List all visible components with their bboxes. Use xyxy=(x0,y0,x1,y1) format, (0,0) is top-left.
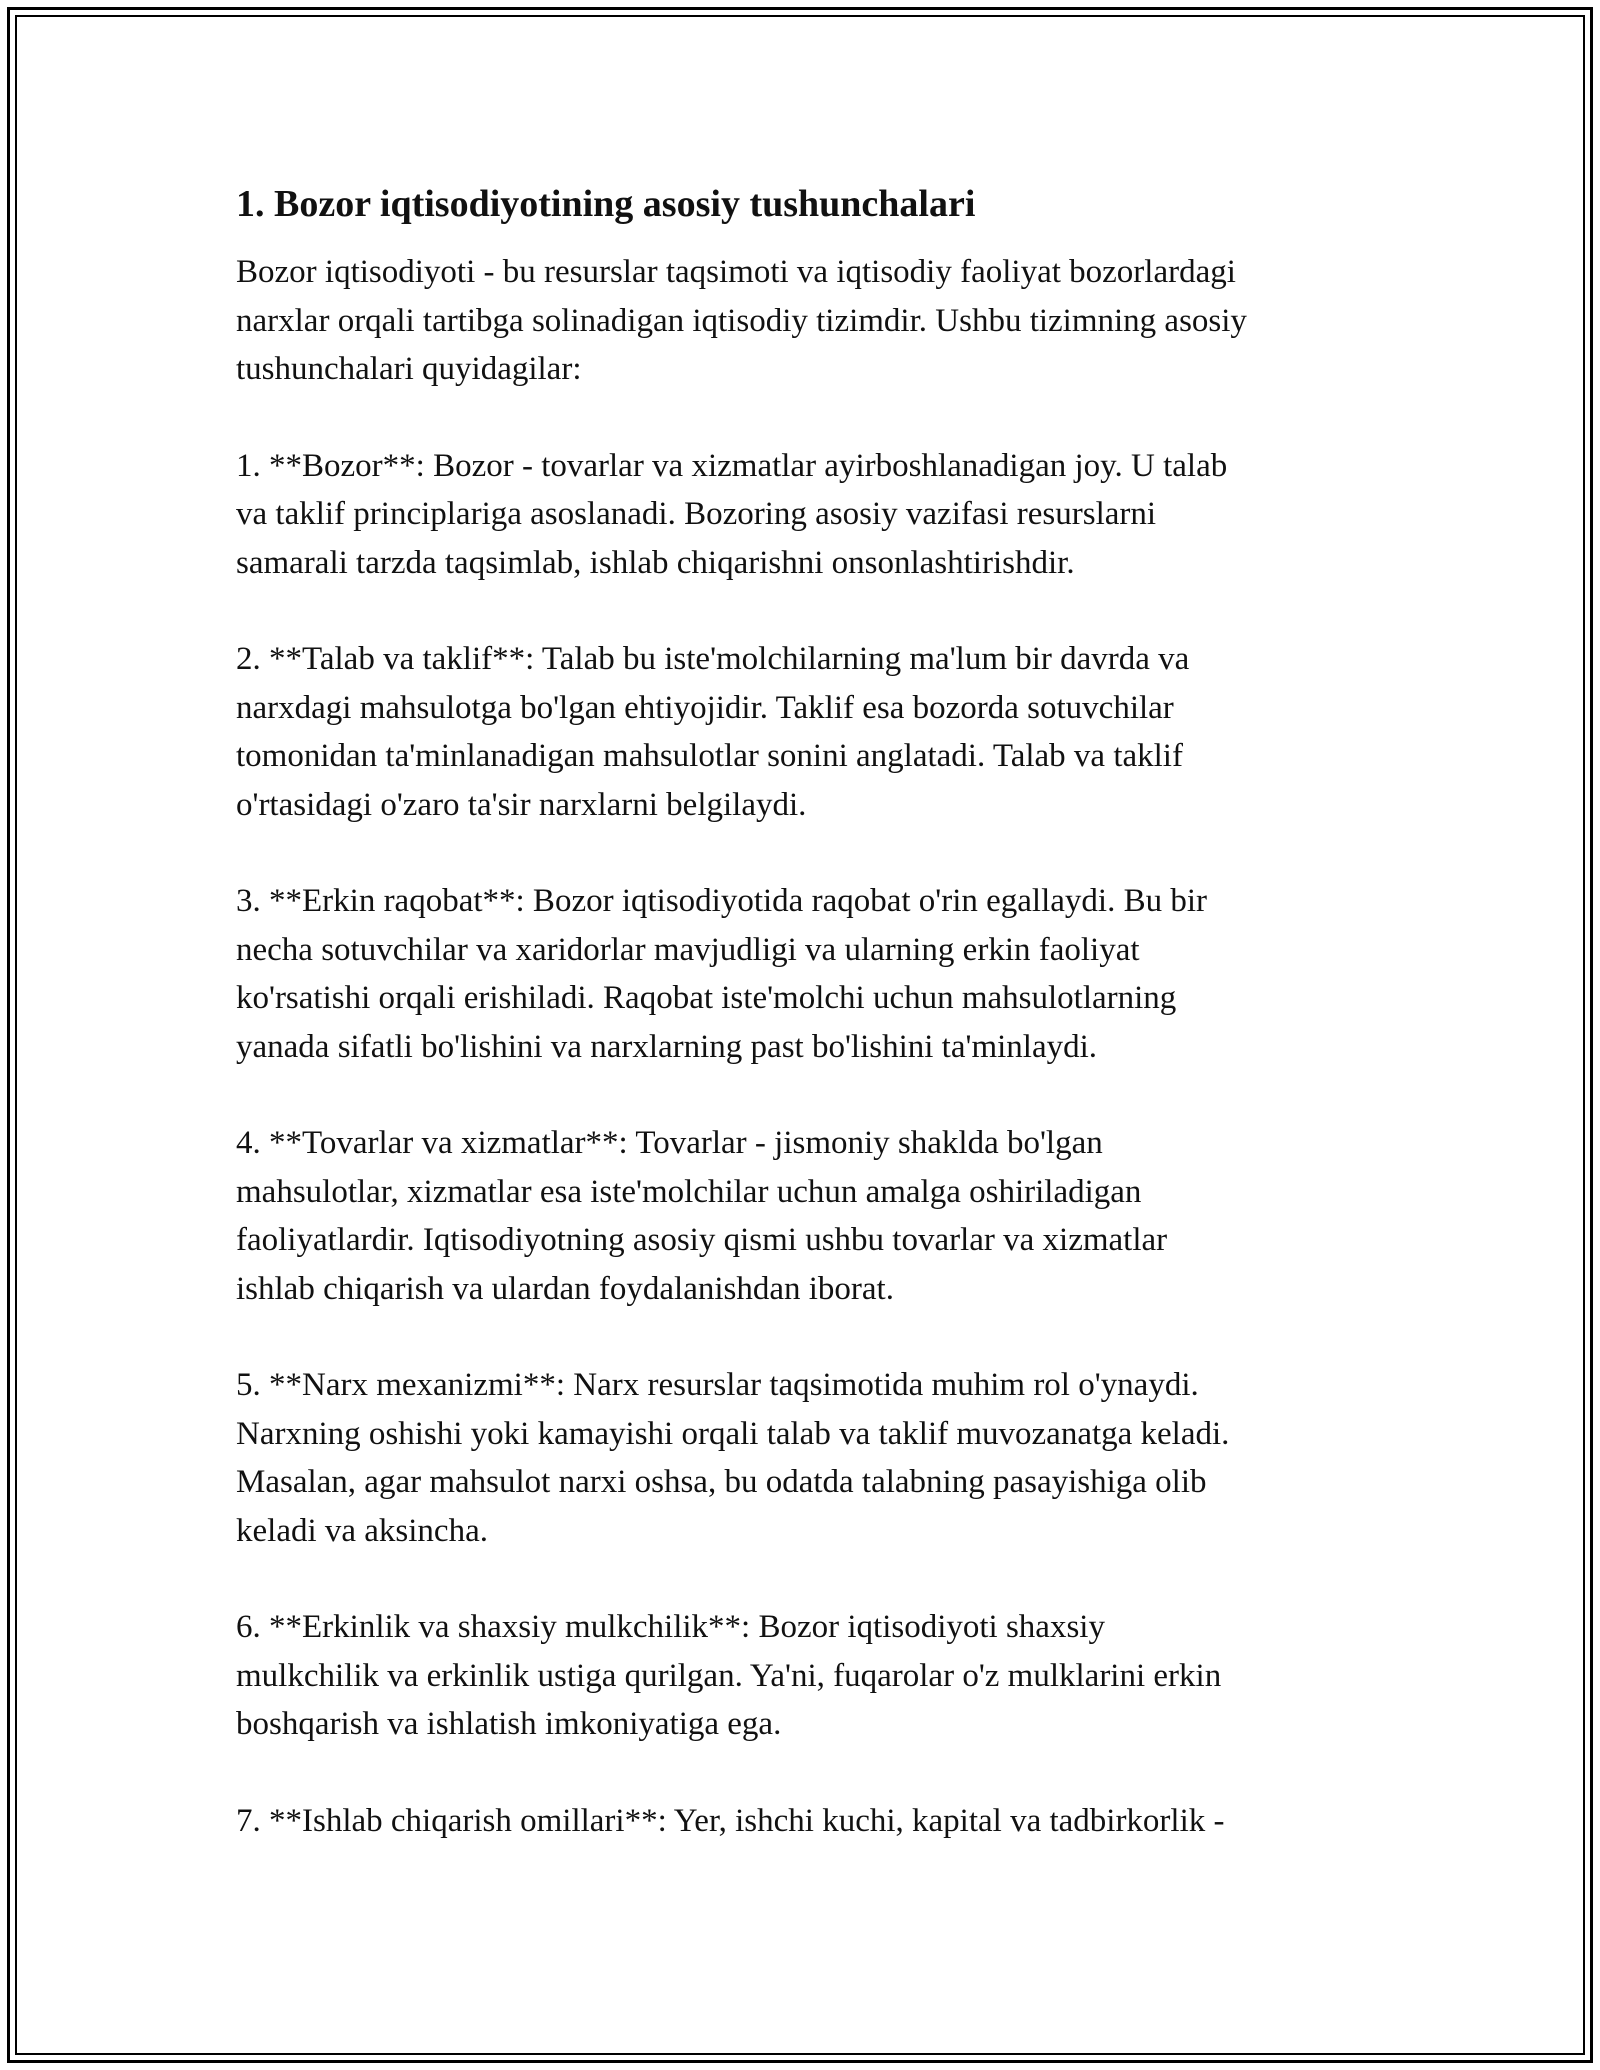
text-line: faoliyatlardir. Iqtisodiyotning asosiy qismi ushbu tovarlar va xizmatlar xyxy=(236,1222,1168,1258)
text-line: keladi va aksincha. xyxy=(236,1512,488,1549)
list-item-tovarlar-va-xizmatlar xyxy=(236,1119,1386,1313)
list-item-erkinlik-va-mulkchilik xyxy=(236,1603,1386,1749)
list-item-bozor xyxy=(236,442,1386,588)
text-line: 1. **Bozor**: Bozor - tovarlar va xizmatlar ayirboshlanadigan joy. U talab xyxy=(236,447,1228,484)
text-line: mahsulotlar, xizmatlar esa iste'molchilar uchun amalga oshiriladigan xyxy=(236,1173,1142,1210)
text-line: narxlar orqali tartibga solinadigan iqtisodiy tizimdir. Ushbu tizimning asosiy xyxy=(236,302,1247,339)
list-item-erkin-raqobat xyxy=(236,877,1386,1071)
text-line: narxdagi mahsulotga bo'lgan ehtiyojidir. Taklif esa bozorda sotuvchilar xyxy=(236,689,1174,726)
section-heading: 1. Bozor iqtisodiyotining asosiy tushunchalari xyxy=(236,183,976,225)
list-item-narx-mexanizmi xyxy=(236,1361,1386,1555)
text-line: ishlab chiqarish va ulardan foydalanishdan iborat. xyxy=(236,1270,894,1307)
text-line: 6. **Erkinlik va shaxsiy mulkchilik**: Bozor iqtisodiyoti shaxsiy xyxy=(236,1609,1105,1645)
text-line: Bozor iqtisodiyoti - bu resurslar taqsimoti va iqtisodiy faoliyat bozorlardagi xyxy=(236,254,1236,290)
text-line: 7. **Ishlab chiqarish omillari**: Yer, ishchi kuchi, kapital va tadbirkorlik - xyxy=(236,1802,1225,1839)
text-line: necha sotuvchilar va xaridorlar mavjudligi va ularning erkin faoliyat xyxy=(236,931,1140,968)
text-line: 4. **Tovarlar va xizmatlar**: Tovarlar - jismoniy shaklda bo'lgan xyxy=(236,1125,1103,1161)
list-item-ishlab-chiqarish-omillari xyxy=(236,1797,1386,1846)
text-line: 3. **Erkin raqobat**: Bozor iqtisodiyotida raqobat o'rin egallaydi. Bu bir xyxy=(236,883,1208,919)
text-line: boshqarish va ishlatish imkoniyatiga ega. xyxy=(236,1706,782,1742)
intro-paragraph xyxy=(236,248,1386,394)
text-line: samarali tarzda taqsimlab, ishlab chiqarishni onsonlashtirishdir. xyxy=(236,544,1075,581)
text-line: yanada sifatli bo'lishini va narxlarning past bo'lishini ta'minlaydi. xyxy=(236,1028,1098,1065)
text-line: 5. **Narx mexanizmi**: Narx resurslar taqsimotida muhim rol o'ynaydi. xyxy=(236,1367,1199,1403)
text-line: ko'rsatishi orqali erishiladi. Raqobat iste'molchi uchun mahsulotlarning xyxy=(236,980,1177,1016)
text-line: Narxning oshishi yoki kamayishi orqali talab va taklif muvozanatga keladi. xyxy=(236,1415,1230,1452)
text-line: tomonidan ta'minlanadigan mahsulotlar sonini anglatadi. Talab va taklif xyxy=(236,738,1183,774)
text-line: tushunchalari quyidagilar: xyxy=(236,351,582,387)
list-item-talab-va-taklif xyxy=(236,635,1386,829)
text-line: 2. **Talab va taklif**: Talab bu iste'molchilarning ma'lum bir davrda va xyxy=(236,641,1190,677)
text-line: o'rtasidagi o'zaro ta'sir narxlarni belgilaydi. xyxy=(236,786,807,823)
document-page xyxy=(236,178,1386,1893)
text-line: mulkchilik va erkinlik ustiga qurilgan. Ya'ni, fuqarolar o'z mulklarini erkin xyxy=(236,1657,1222,1694)
text-line: va taklif principlariga asoslanadi. Bozoring asosiy vazifasi resurslarni xyxy=(236,496,1157,532)
text-line: Masalan, agar mahsulot narxi oshsa, bu odatda talabning pasayishiga olib xyxy=(236,1464,1207,1500)
